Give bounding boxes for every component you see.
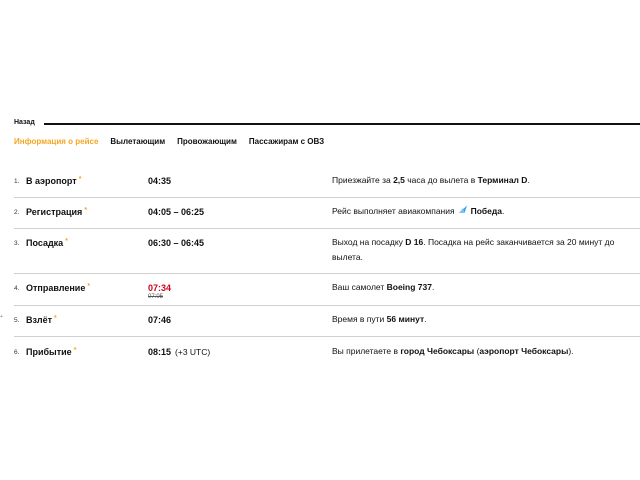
step-name: Регистрация * <box>26 207 88 217</box>
step-time: 08:15 (+3 UTC) <box>148 347 211 357</box>
step-description: Выход на посадку D 16. Посадка на рейс заканчивается за 20 минут до вылета. <box>332 237 615 262</box>
info-star-icon[interactable]: * <box>54 315 57 322</box>
timezone-label: (+3 UTC) <box>175 347 211 357</box>
tab-seeing-off[interactable]: Провожающим <box>177 137 237 146</box>
top-bar <box>14 118 640 130</box>
step-time: 04:05 – 06:25 <box>148 207 205 217</box>
step-description: Время в пути 56 минут. <box>332 314 427 324</box>
step-number: 1. <box>14 178 20 185</box>
back-link[interactable]: Назад <box>14 119 35 126</box>
step-time: 06:30 – 06:45 <box>148 238 205 248</box>
step-row <box>14 306 640 337</box>
info-star-icon[interactable]: * <box>84 207 88 214</box>
info-star-icon[interactable]: * <box>73 347 77 354</box>
step-description: Вы прилетаете в город Чебоксары (аэропорт Чебоксары). <box>332 346 574 356</box>
info-star-icon[interactable]: * <box>78 176 82 183</box>
step-number: 6. <box>14 349 20 356</box>
side-marker: + <box>0 314 3 320</box>
step-number: 2. <box>14 209 20 216</box>
tab-reduced-mobility[interactable]: Пассажирам с ОВЗ <box>248 137 325 146</box>
step-name: В аэропорт * <box>26 176 82 186</box>
tab-flight-info[interactable]: Информация о рейсе <box>14 137 99 146</box>
step-name: Взлёт * <box>26 315 57 325</box>
step-row <box>14 274 640 306</box>
flight-steps-list <box>14 168 640 367</box>
airline-logo-icon <box>458 204 468 219</box>
step-time-original: 07:05 <box>148 294 164 300</box>
step-name: Отправление * <box>26 283 91 293</box>
info-star-icon[interactable]: * <box>65 238 68 245</box>
step-number: 3. <box>14 240 20 247</box>
tab-departing[interactable]: Вылетающим <box>110 137 166 146</box>
step-row <box>14 168 640 198</box>
step-description: Рейс выполняет авиакомпания Победа. <box>332 204 638 219</box>
step-time: 07:46 <box>148 315 172 325</box>
step-number: 5. <box>14 317 20 324</box>
divider <box>44 123 640 125</box>
step-row <box>14 229 640 274</box>
step-name: Прибытие * <box>26 347 77 357</box>
tab-bar <box>14 137 324 146</box>
info-star-icon[interactable]: * <box>87 283 91 290</box>
step-description: Приезжайте за 2,5 часа до вылета в Терминал D. <box>332 175 530 185</box>
step-row <box>14 198 640 229</box>
step-time-delayed: 07:34 <box>148 283 172 293</box>
step-row <box>14 337 640 367</box>
step-time: 04:35 <box>148 176 172 186</box>
step-name: Посадка * <box>26 238 68 248</box>
step-number: 4. <box>14 285 20 292</box>
step-description: Ваш самолет Boeing 737. <box>332 282 435 292</box>
